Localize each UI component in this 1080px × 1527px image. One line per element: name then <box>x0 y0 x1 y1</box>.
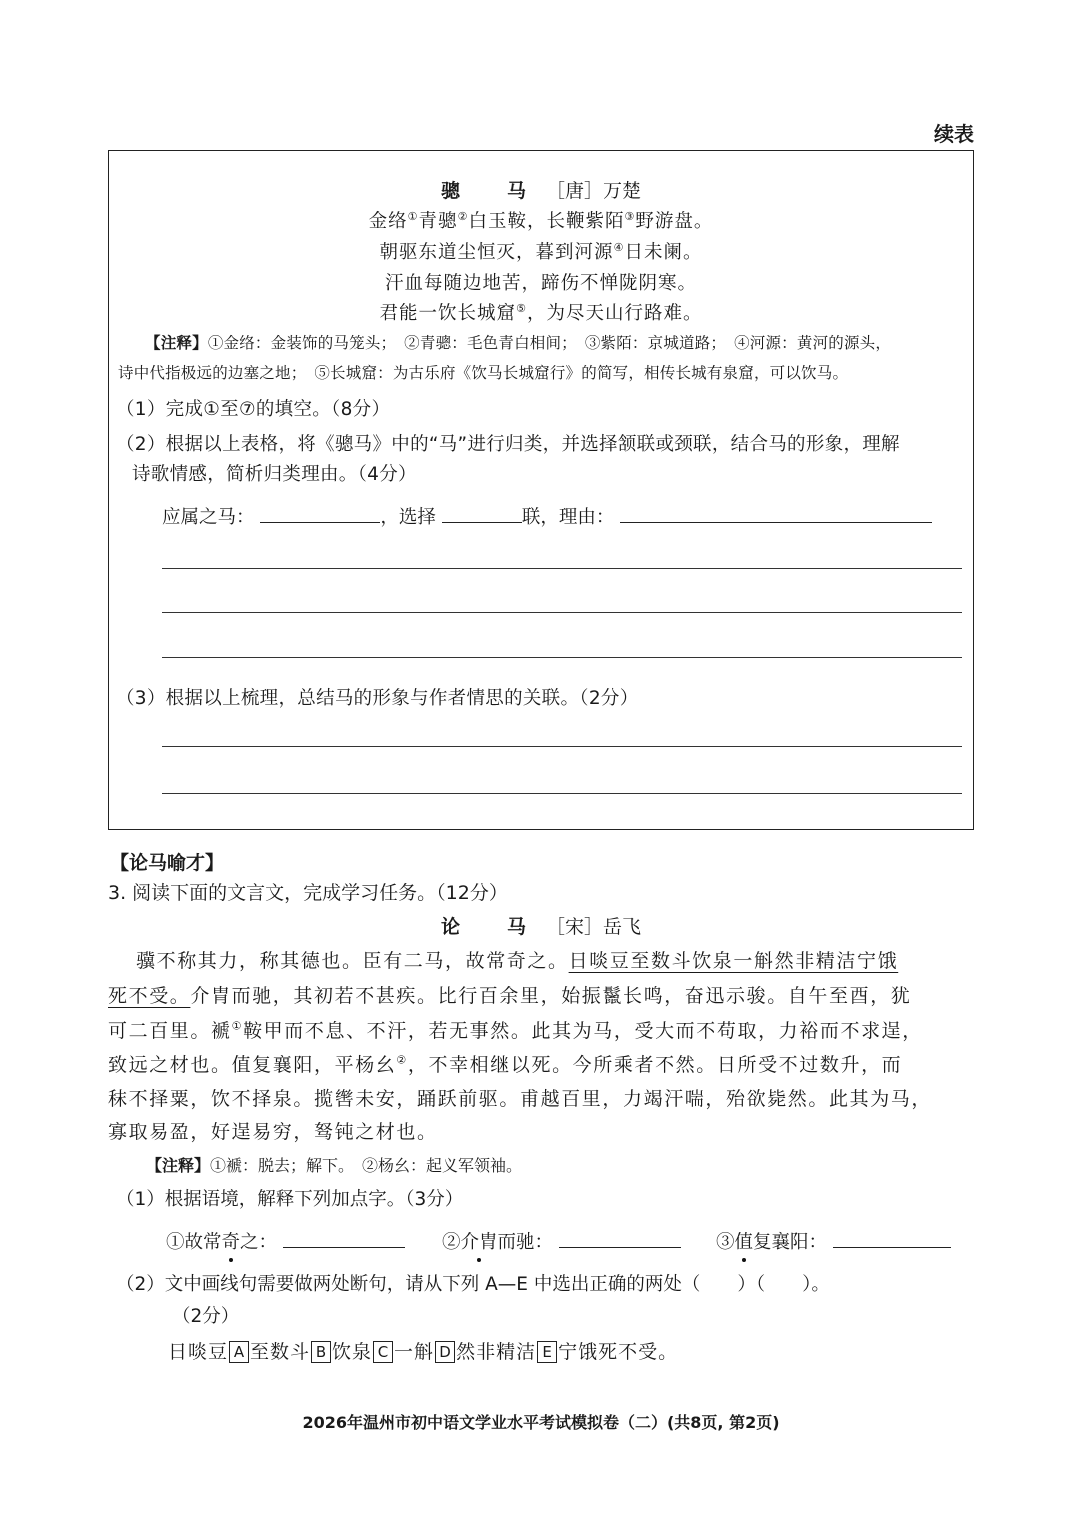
sub-question-2-points: （2分） <box>172 1306 240 1327</box>
answer-rule[interactable] <box>162 568 962 569</box>
answer-line: 应属之马： ，选择 联，理由： <box>162 503 932 529</box>
question-2: （2）根据以上表格，将《骢马》中的“马”进行归类，并选择颔联或颈联，结合马的形象，理解 <box>116 434 900 455</box>
reason-blank[interactable] <box>620 504 932 523</box>
answer-rule[interactable] <box>162 612 962 613</box>
word-item-3: ③值复襄阳： <box>716 1228 951 1254</box>
essay-title: 论 马 ［宋］岳飞 <box>440 916 642 938</box>
essay-line: 可二百里。褫①鞍甲而不息、不汗，若无事然。此其为马，受大而不苟取，力裕而不求逞， <box>108 1019 923 1042</box>
page-footer: 2026年温州市初中语文学业水平考试模拟卷（二）(共8页, 第2页) <box>302 1413 780 1432</box>
answer-blank[interactable] <box>559 1229 681 1248</box>
essay-line: 秣不择粟，饮不择泉。揽辔未安，踊跃前驱。甫越百里，力竭汗喘，殆欲毙然。此其为马， <box>108 1088 933 1110</box>
essay-line: 死不受。介胄而驰，其初若不甚疾。比行百余里，始振鬣长鸣，奋迅示骏。自午至酉，犹 <box>108 985 912 1007</box>
sub-question-2: （2）文中画线句需要做两处断句，请从下列 A—E 中选出正确的两处（ ）（ ）。 <box>116 1274 830 1295</box>
essay-line: 寡取易盈，好逞易穷，驽钝之材也。 <box>108 1121 438 1143</box>
question-3: （3）根据以上梳理，总结马的形象与作者情思的关联。（2分） <box>116 688 639 709</box>
option-c-box[interactable]: C <box>373 1341 393 1363</box>
couplet-blank[interactable] <box>442 504 522 523</box>
task-heading: 3. 阅读下面的文言文，完成学习任务。（12分） <box>108 882 508 904</box>
option-a-box[interactable]: A <box>229 1341 249 1363</box>
essay-line: 致远之材也。值复襄阳，平杨幺②，不幸相继以死。今所乘者不然。日所受不过数升，而 <box>108 1053 903 1076</box>
option-b-box[interactable]: B <box>311 1341 331 1363</box>
sub-question-1: （1）根据语境，解释下列加点字。（3分） <box>116 1189 464 1210</box>
poem-notes-line: 诗中代指极远的边塞之地； ⑤长城窟：为古乐府《饮马长城窟行》的简写，相传长城有泉窟，可以饮马。 <box>118 364 849 382</box>
answer-blank[interactable] <box>833 1229 951 1248</box>
word-item-1: ①故常奇之： <box>166 1228 405 1254</box>
option-e-box[interactable]: E <box>537 1341 557 1363</box>
answer-blank[interactable] <box>283 1229 405 1248</box>
option-d-box[interactable]: D <box>435 1341 455 1363</box>
question-1: （1）完成①至⑦的填空。（8分） <box>116 399 391 420</box>
continued-label: 续表 <box>934 122 974 146</box>
section-title: 【论马喻才】 <box>110 852 225 874</box>
poem-title: 骢 马 ［唐］万楚 <box>440 180 642 202</box>
poem-line: 汗血每随边地苦，蹄伤不惮陇阴寒。 <box>384 273 697 294</box>
answer-rule[interactable] <box>162 793 962 794</box>
essay-notes: 【注释】①褫：脱去；解下。 ②杨幺：起义军领袖。 <box>146 1156 523 1175</box>
poem-line: 君能一饮长城窟⑤，为尽天山行路难。 <box>379 301 703 324</box>
underlined-sentence: 死不受。 <box>108 985 191 1007</box>
answer-rule[interactable] <box>162 746 962 747</box>
poem-line: 金络①青骢②白玉鞍，长鞭紫陌③野游盘。 <box>368 209 714 232</box>
break-options: 日啖豆 A 至数斗 B 饮泉 C 一斛 D 然非精洁 E 宁饿死不受。 <box>168 1341 679 1363</box>
poem-notes-line: 【注释】①金络：金装饰的马笼头； ②青骢：毛色青白相间； ③紫陌：京城道路； ④河源：黄河的源头， <box>145 334 892 352</box>
underlined-sentence: 日啖豆至数斗饮泉一斛然非精洁宁饿 <box>568 950 899 972</box>
poem-line: 朝驱东道尘恒灭，暮到河源④日未阑。 <box>379 240 703 263</box>
word-item-2: ②介胄而驰： <box>442 1228 681 1254</box>
essay-line: 骥不称其力，称其德也。臣有二马，故常奇之。日啖豆至数斗饮泉一斛然非精洁宁饿 <box>136 950 899 972</box>
answer-rule[interactable] <box>162 657 962 658</box>
horse-type-blank[interactable] <box>260 504 380 523</box>
question-2-cont: 诗歌情感，简析归类理由。（4分） <box>132 464 417 485</box>
